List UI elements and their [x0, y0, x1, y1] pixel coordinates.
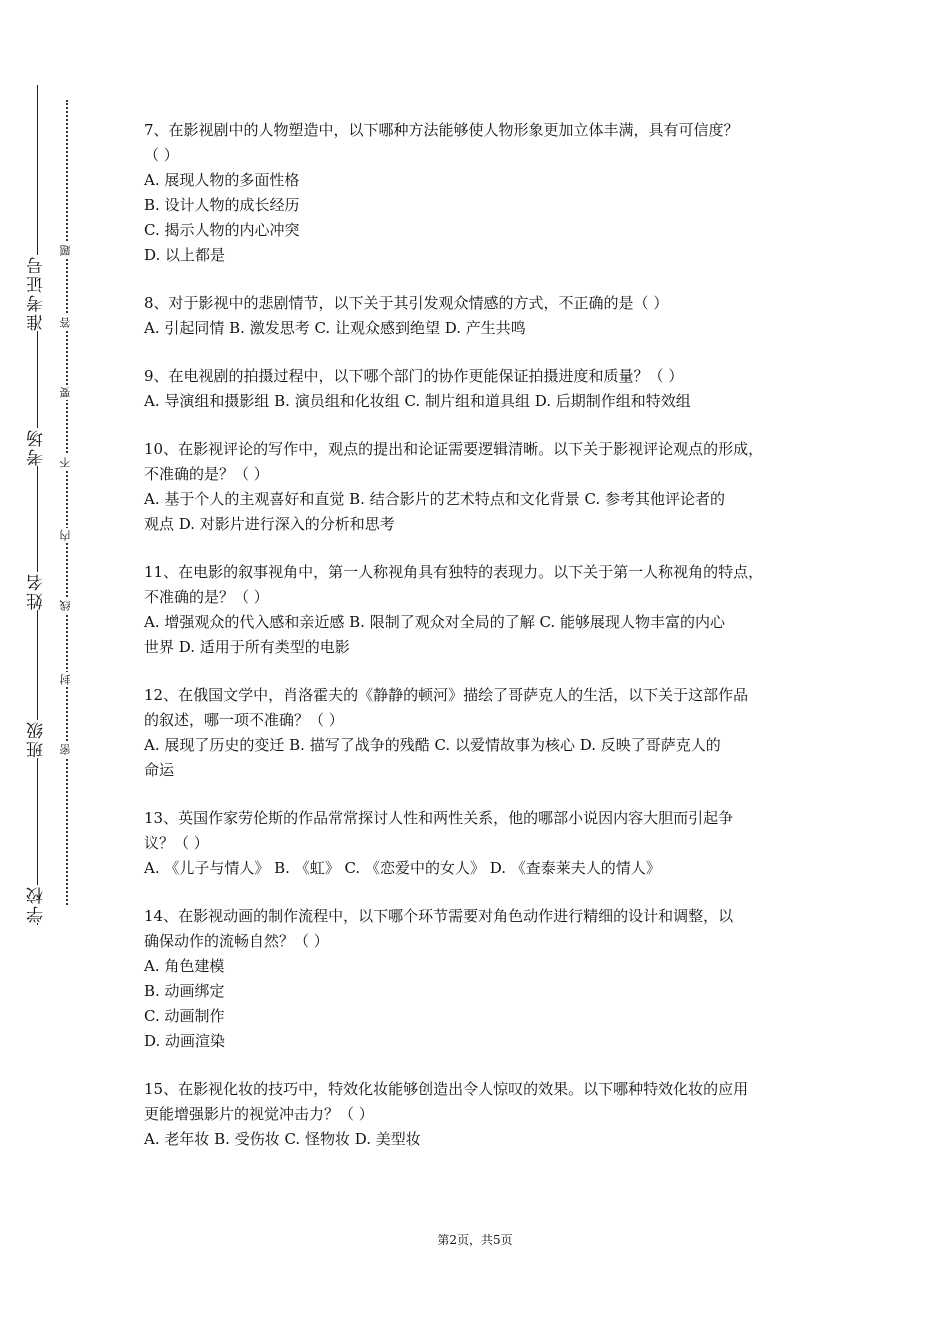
options-line: A. 引起同情 B. 激发思考 C. 让观众感到绝望 D. 产生共鸣 — [144, 319, 526, 337]
options-line: A. 增强观众的代入感和亲近感 B. 限制了观众对全局的了解 C. 能够展现人物丰富的内心 — [144, 613, 725, 631]
question-12 — [144, 683, 816, 783]
label-name: 姓名 — [22, 572, 52, 610]
question-line: 14、在影视动画的制作流程中，以下哪个环节需要对角色动作进行精细的设计和调整，以 — [144, 907, 734, 925]
seal-char-yao: 要 — [59, 387, 72, 398]
question-10 — [144, 437, 816, 537]
seal-char-mi: 密 — [59, 744, 72, 755]
question-line: 12、在俄国文学中，肖洛霍夫的《静静的顿河》描绘了哥萨克人的生活，以下关于这部作品 — [144, 686, 749, 704]
seal-char-da: 答 — [59, 317, 72, 328]
question-line: 10、在影视评论的写作中，观点的提出和论证需要逻辑清晰。以下关于影视评论观点的形成， — [144, 440, 764, 458]
label-school: 学校 — [22, 885, 52, 923]
binding-solid-line — [37, 85, 38, 925]
option-d: D. 动画渲染 — [144, 1032, 226, 1050]
question-line: 11、在电影的叙事视角中，第一人称视角具有独特的表现力。以下关于第一人称视角的特点， — [144, 563, 764, 581]
option-c: C. 揭示人物的内心冲突 — [144, 221, 300, 239]
question-line: 7、在影视剧中的人物塑造中，以下哪种方法能够使人物形象更加立体丰满，具有可信度？ — [144, 121, 739, 139]
options-line: A. 老年妆 B. 受伤妆 C. 怪物妆 D. 美型妆 — [144, 1130, 421, 1148]
page-footer: 第2页，共5页 — [437, 1233, 513, 1247]
options-line: A. 导演组和摄影组 B. 演员组和化妆组 C. 制片组和道具组 D. 后期制作组和特效组 — [144, 392, 691, 410]
label-exam-room: 考场 — [22, 428, 52, 466]
question-line: 不准确的是？（ ） — [144, 465, 269, 483]
seal-char-nei: 内 — [59, 530, 72, 541]
seal-char-ti: 题 — [59, 245, 72, 256]
options-line: A. 展现了历史的变迁 B. 描写了战争的残酷 C. 以爱情故事为核心 D. 反映了哥萨克人的 — [144, 736, 721, 754]
label-exam-number: 准考证号 — [22, 255, 52, 331]
question-line: 9、在电视剧的拍摄过程中，以下哪个部门的协作更能保证拍摄进度和质量？（ ） — [144, 367, 684, 385]
question-line: 确保动作的流畅自然？（ ） — [144, 932, 329, 950]
option-d: D. 以上都是 — [144, 246, 226, 264]
question-7 — [144, 118, 816, 268]
question-line: 8、对于影视中的悲剧情节，以下关于其引发观众情感的方式，不正确的是（ ） — [144, 294, 669, 312]
label-class: 班级 — [22, 720, 52, 758]
question-11 — [144, 560, 816, 660]
question-line: 13、英国作家劳伦斯的作品常常探讨人性和两性关系，他的哪部小说因内容大胆而引起争 — [144, 809, 734, 827]
question-list — [144, 118, 816, 1175]
question-8 — [144, 291, 816, 341]
option-b: B. 设计人物的成长经历 — [144, 196, 300, 214]
option-a: A. 角色建模 — [144, 957, 225, 975]
question-line: 更能增强影片的视觉冲击力？（ ） — [144, 1105, 374, 1123]
seal-char-feng: 封 — [59, 674, 72, 685]
question-line: 的叙述，哪一项不准确？（ ） — [144, 711, 344, 729]
question-9 — [144, 364, 816, 414]
options-line: A. 《儿子与情人》 B. 《虹》 C. 《恋爱中的女人》 D. 《查泰莱夫人的情人》 — [144, 859, 661, 877]
options-line: 观点 D. 对影片进行深入的分析和思考 — [144, 515, 395, 533]
question-13 — [144, 806, 816, 881]
question-14 — [144, 904, 816, 1054]
question-line: （ ） — [144, 146, 179, 164]
binding-dotted-line — [66, 100, 68, 905]
question-line: 不准确的是？（ ） — [144, 588, 269, 606]
question-line: 15、在影视化妆的技巧中，特效化妆能够创造出令人惊叹的效果。以下哪种特效化妆的应用 — [144, 1080, 749, 1098]
option-a: A. 展现人物的多面性格 — [144, 171, 300, 189]
seal-char-bu: 不 — [59, 457, 72, 468]
options-line: A. 基于个人的主观喜好和直觉 B. 结合影片的艺术特点和文化背景 C. 参考其他评论者的 — [144, 490, 725, 508]
question-line: 议？（ ） — [144, 834, 209, 852]
question-15 — [144, 1077, 816, 1152]
option-b: B. 动画绑定 — [144, 982, 225, 1000]
options-line: 命运 — [144, 761, 175, 779]
seal-char-xian: 线 — [59, 600, 72, 611]
binding-margin — [0, 0, 110, 1344]
option-c: C. 动画制作 — [144, 1007, 225, 1025]
options-line: 世界 D. 适用于所有类型的电影 — [144, 638, 350, 656]
